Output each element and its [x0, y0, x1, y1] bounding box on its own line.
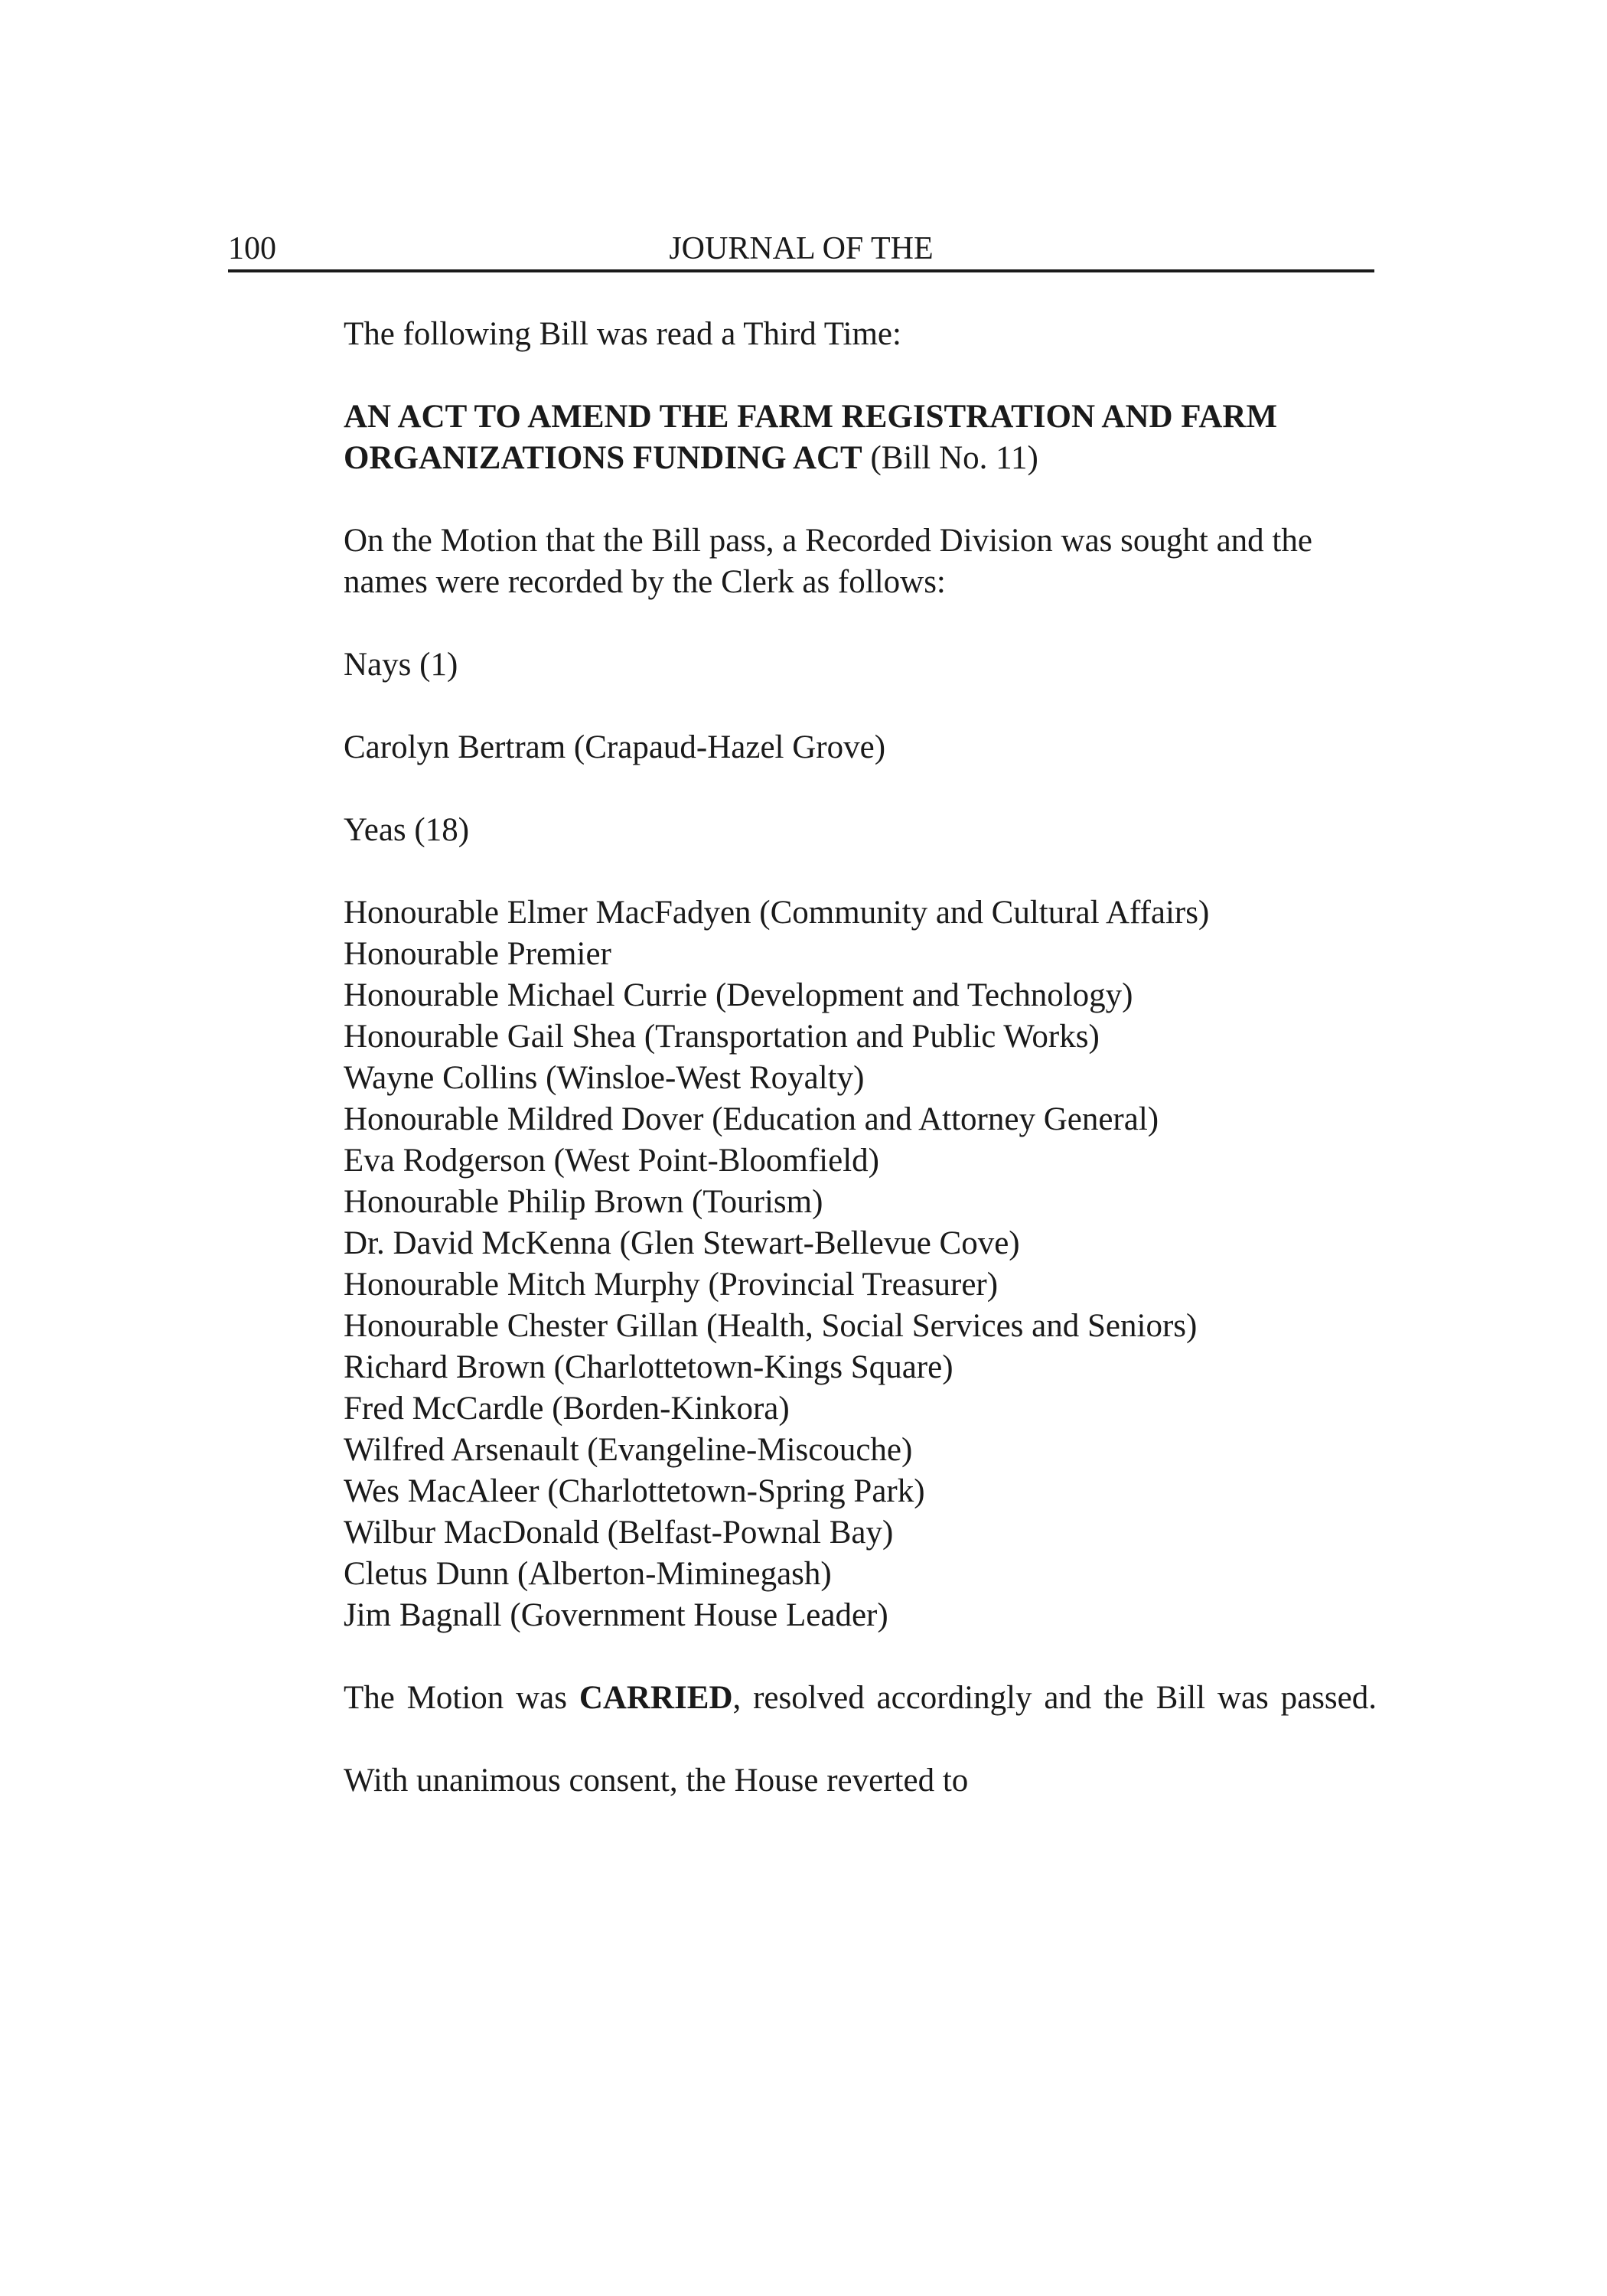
yea-name: Wayne Collins (Winsloe-West Royalty)	[344, 1060, 865, 1096]
running-head: JOURNAL OF THE	[669, 231, 934, 266]
closing-paragraph: With unanimous consent, the House reverted to	[344, 1763, 969, 1799]
result-outcome: CARRIED	[579, 1680, 733, 1716]
page-number: 100	[228, 231, 276, 266]
yeas-list	[344, 892, 1377, 1636]
journal-body	[344, 314, 1377, 1843]
yea-name: Honourable Michael Currie (Development and Technology)	[344, 977, 1133, 1013]
yea-name: Dr. David McKenna (Glen Stewart-Bellevue Cove)	[344, 1225, 1020, 1261]
yea-name: Honourable Premier	[344, 936, 611, 972]
bill-title: AN ACT TO AMEND THE FARM REGISTRATION AND FARM ORGANIZATIONS FUNDING ACT	[344, 399, 1278, 476]
yea-name: Honourable Gail Shea (Transportation and Public Works)	[344, 1019, 1100, 1055]
page-header	[228, 228, 1374, 272]
nay-name: Carolyn Bertram (Crapaud-Hazel Grove)	[344, 729, 886, 765]
yea-name: Eva Rodgerson (West Point-Bloomfield)	[344, 1143, 879, 1179]
result-prefix: The Motion was	[344, 1680, 567, 1716]
yea-name: Richard Brown (Charlottetown-Kings Square)	[344, 1349, 953, 1385]
nays-heading: Nays (1)	[344, 647, 458, 683]
motion-paragraph: On the Motion that the Bill pass, a Recorded Division was sought and the names were recorded by the Clerk as follows:	[344, 523, 1312, 600]
yea-name: Fred McCardle (Borden-Kinkora)	[344, 1391, 790, 1427]
intro-paragraph: The following Bill was read a Third Time:	[344, 316, 901, 352]
yea-name: Honourable Philip Brown (Tourism)	[344, 1184, 823, 1220]
yea-name: Wilbur MacDonald (Belfast-Pownal Bay)	[344, 1515, 894, 1551]
yea-name: Wilfred Arsenault (Evangeline-Miscouche)	[344, 1432, 913, 1468]
yeas-heading: Yeas (18)	[344, 812, 470, 848]
yea-name: Honourable Mitch Murphy (Provincial Treasurer)	[344, 1267, 999, 1303]
bill-number: (Bill No. 11)	[870, 440, 1038, 476]
result-suffix: , resolved accordingly and the Bill was passed.	[732, 1680, 1377, 1716]
result-paragraph	[344, 1678, 1377, 1719]
bill-title-paragraph	[344, 396, 1377, 479]
yea-name: Honourable Mildred Dover (Education and Attorney General)	[344, 1101, 1159, 1137]
nays-list	[344, 727, 1377, 768]
yea-name: Jim Bagnall (Government House Leader)	[344, 1597, 888, 1633]
yea-name: Wes MacAleer (Charlottetown-Spring Park)	[344, 1473, 925, 1509]
yea-name: Cletus Dunn (Alberton-Miminegash)	[344, 1556, 832, 1592]
yea-name: Honourable Chester Gillan (Health, Social Services and Seniors)	[344, 1308, 1198, 1344]
yea-name: Honourable Elmer MacFadyen (Community and Cultural Affairs)	[344, 895, 1210, 931]
